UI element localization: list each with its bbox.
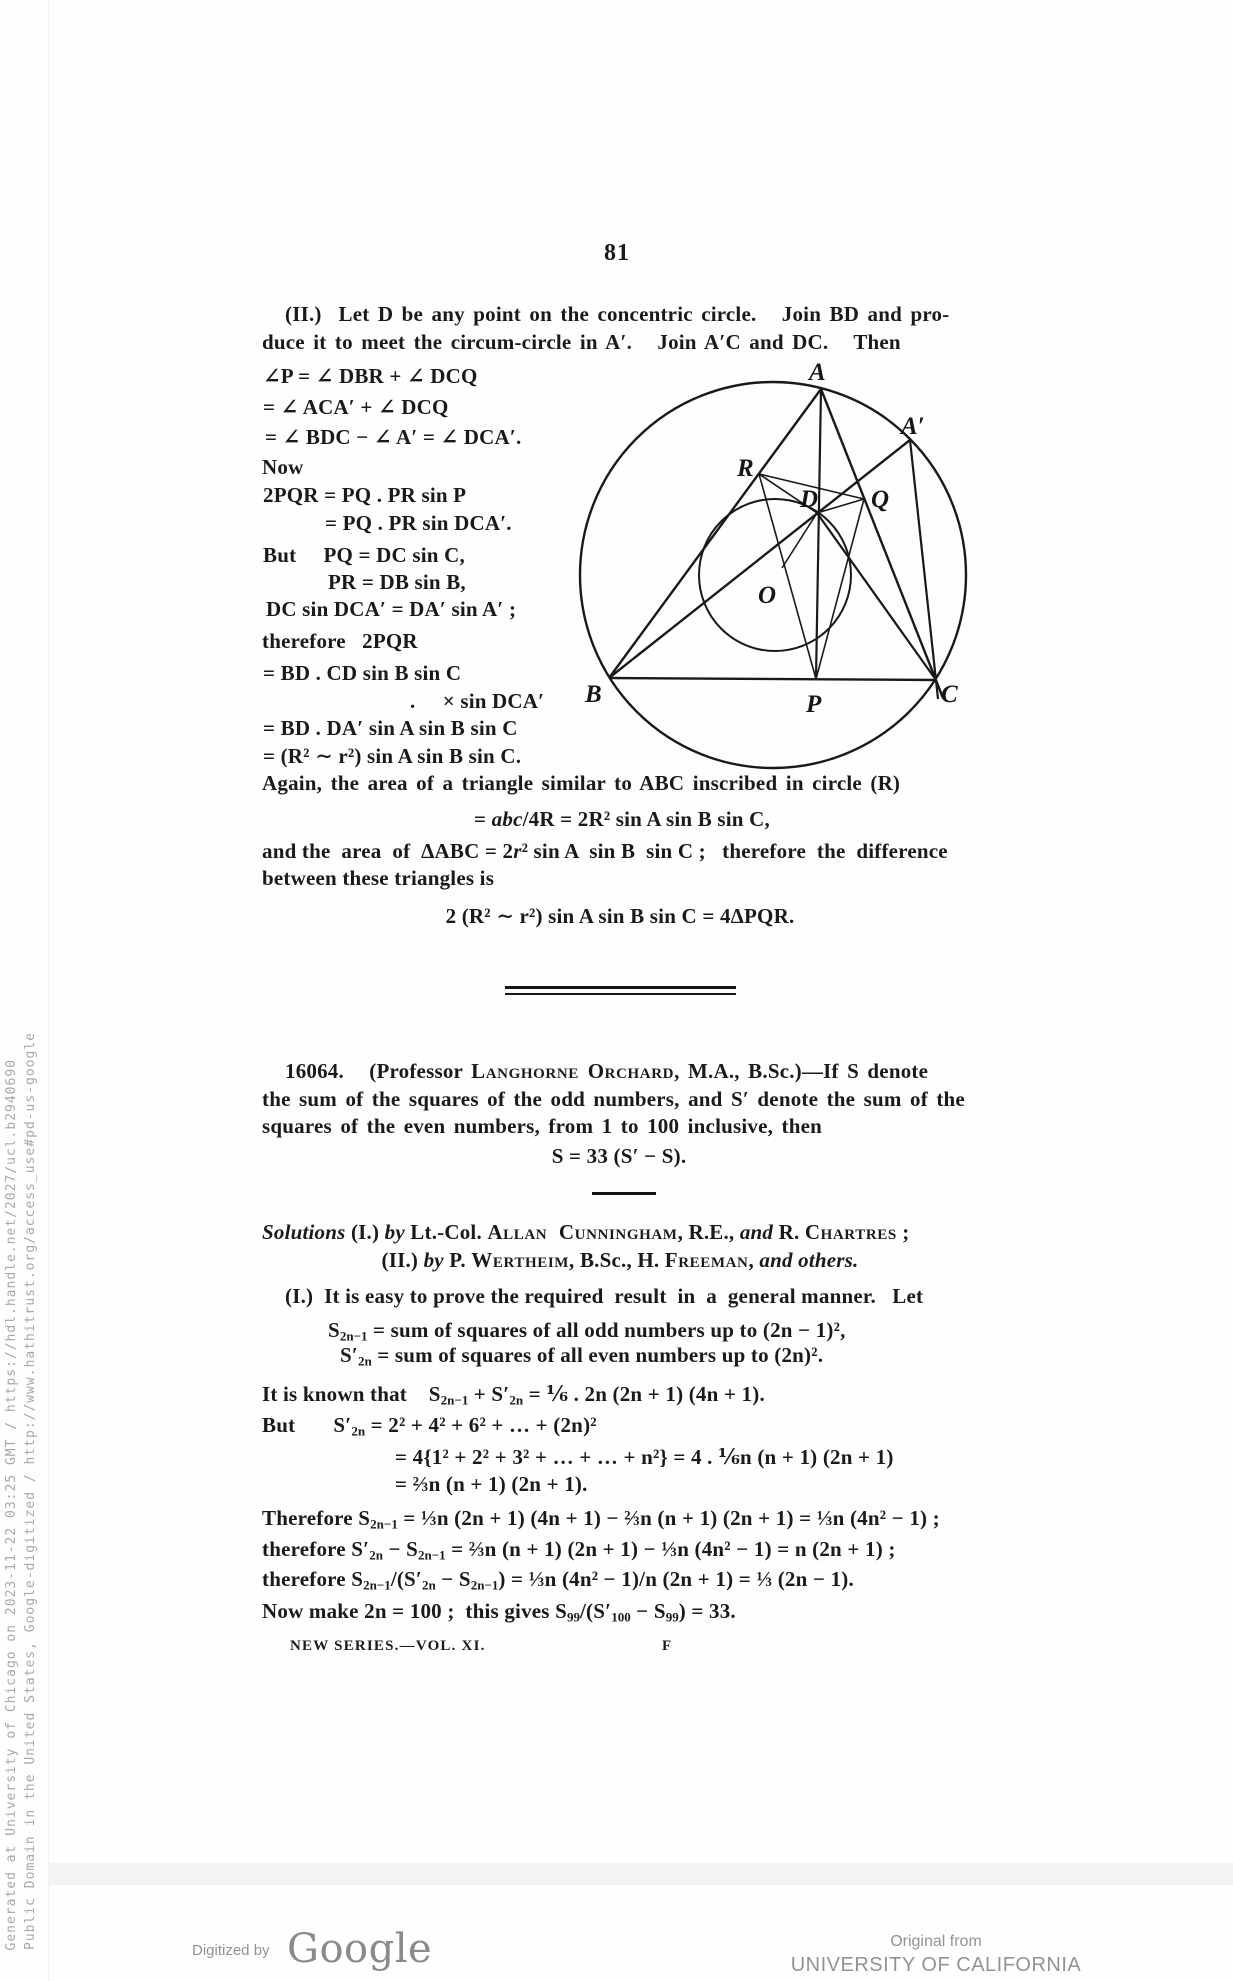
digitized-by-label: Digitized by [192, 1942, 270, 1959]
area-equation: 2 (R² ∼ r²) sin A sin B sin C = 4ΔPQR. [445, 904, 795, 928]
pedal-triangle-diagram [560, 350, 980, 790]
problem-statement-line: squares of the even numbers, from 1 to 100 inclusive, then [262, 1114, 822, 1138]
point-p-label: P [806, 691, 822, 718]
solutions-attribution: Solutions (I.) by Lt.-Col. Allan Cunningham, R.E., and R. Chartres ; [262, 1220, 910, 1244]
solution-line: Therefore $S_{2n-1}$ = ⅓n (2n + 1) (4n + 1) − ⅔n (n + 1) (2n + 1) = ⅓n (4n² − 1) ; [262, 1506, 940, 1532]
solution-line: therefore $S_{2n-1}/(S'_{2n} - S_{2n-1})$ = ⅓n (4n² − 1)/n (2n + 1) = ⅓ (2n − 1). [262, 1567, 854, 1593]
scan-shadow-band [48, 1863, 1233, 1885]
intro-line: (II.) Let D be any point on the concentric circle. Join BD and pro- [285, 302, 950, 326]
intro-line: duce it to meet the circum-circle in A′. Join A′C and DC. Then [262, 330, 901, 354]
solution-line: (I.) It is easy to prove the required result in a general manner. Let [285, 1284, 924, 1308]
solution-line: Now make 2n = 100 ; this gives $S_{99}/(S'_{100} - S_{99}) = 33$. [262, 1599, 736, 1625]
d-c-line [817, 513, 936, 680]
center-o-label: O [758, 582, 777, 609]
derivation-line: = BD . CD sin B sin C [263, 661, 462, 685]
derivation-line: = (R² ∼ r²) sin A sin B sin C. [263, 744, 522, 768]
series-volume-footer: NEW SERIES.—VOL. XI. [290, 1638, 486, 1654]
problem-statement-line: 16064. (Professor Langhorne Orchard, M.A., B.Sc.)—If S denote [285, 1059, 929, 1083]
google-logo: Google [287, 1926, 433, 1972]
derivation-line: = ∠ ACA′ + ∠ DCQ [263, 395, 449, 419]
vertex-a-prime-label: A′ [901, 413, 925, 440]
signature-mark: F [662, 1638, 673, 1654]
derivation-line: = ∠ BDC − ∠ A′ = ∠ DCA′. [265, 425, 522, 449]
page-scan-edge [48, 0, 49, 1981]
derivation-line: But PQ = DC sin C, [263, 543, 465, 567]
derivation-line: = PQ . PR sin DCA′. [325, 511, 512, 535]
solutions-attribution: (II.) by P. Wertheim, B.Sc., H. Freeman, and others. [381, 1248, 859, 1272]
derivation-line: Now [262, 455, 304, 479]
derivation-line: ∠P = ∠ DBR + ∠ DCQ [263, 364, 478, 388]
derivation-line: = BD . DA′ sin A sin B sin C [263, 716, 518, 740]
problem-statement-line: the sum of the squares of the odd numbers, and S′ denote the sum of the [262, 1087, 965, 1111]
side-ab-line [609, 389, 821, 678]
solution-line: = 4{1² + 2² + 3² + … + … + n²} = 4 . ⅙n (n + 1) (2n + 1) [395, 1445, 894, 1469]
a-prime-c-line [910, 440, 938, 699]
derivation-line: PR = DB sin B, [328, 570, 466, 594]
vertex-a-label: A [809, 359, 826, 386]
vertex-b-label: B [585, 681, 602, 708]
original-from-label: Original from [890, 1933, 982, 1950]
side-bc-line [609, 678, 936, 680]
section-separator-rule [505, 986, 736, 989]
derivation-line: DC sin DCA′ = DA′ sin A′ ; [266, 597, 517, 621]
sidebar-generated-text: Generated at University of Chicago on 2023-11-22 03:25 GMT / https://hdl.handle.net/2027/ucl.b2940690 [4, 1058, 19, 1950]
vertex-c-label: C [941, 681, 958, 708]
problem-separator-rule [592, 1192, 656, 1195]
section-separator-rule [505, 993, 736, 995]
solution-line: therefore $S'_{2n} - S_{2n-1}$ = ⅔n (n + 1) (2n + 1) − ⅓n (4n² − 1) = n (2n + 1) ; [262, 1537, 896, 1563]
derivation-line: 2PQR = PQ . PR sin P [263, 483, 467, 507]
sidebar-rights-text: Public Domain in the United States, Google-digitized / http://www.hathitrust.org/access_use#pd-us-google [23, 1032, 38, 1950]
problem-equation: S = 33 (S′ − S). [551, 1144, 687, 1168]
solution-line: It is known that $S_{2n-1} + S'_{2n}$ = ⅙ . 2n (2n + 1) (4n + 1). [262, 1382, 765, 1408]
point-q-label: Q [871, 486, 890, 513]
derivation-line: . × sin DCA′ [410, 689, 545, 713]
area-argument-line: between these triangles is [262, 866, 495, 890]
o-d-radius [782, 513, 817, 568]
area-argument-line: and the area of ΔABC = 2r² sin A sin B sin C ; therefore the difference [262, 839, 948, 863]
solution-line: But $S'_{2n} = 2^2 + 4^2 + 6^2$ + … + (2n)² [262, 1413, 597, 1439]
point-d-label: D [800, 486, 819, 513]
area-argument-line: Again, the area of a triangle similar to ABC inscribed in circle (R) [262, 771, 901, 795]
d-q-segment [817, 499, 864, 513]
page-number: 81 [604, 240, 630, 266]
solution-line: $S_{2n-1}$ = sum of squares of all odd numbers up to (2n − 1)², [328, 1318, 846, 1344]
concentric-inner-circle [699, 499, 851, 651]
solution-line: $S'_{2n}$ = sum of squares of all even numbers up to (2n)². [340, 1343, 824, 1369]
area-equation: = abc/4R = 2R² sin A sin B sin C, [474, 807, 770, 831]
solution-line: = ⅔n (n + 1) (2n + 1). [395, 1472, 588, 1496]
pedal-qp-side [816, 499, 864, 679]
point-r-label: R [737, 455, 754, 482]
institution-label: UNIVERSITY OF CALIFORNIA [790, 1954, 1082, 1976]
derivation-line: therefore 2PQR [262, 629, 418, 653]
